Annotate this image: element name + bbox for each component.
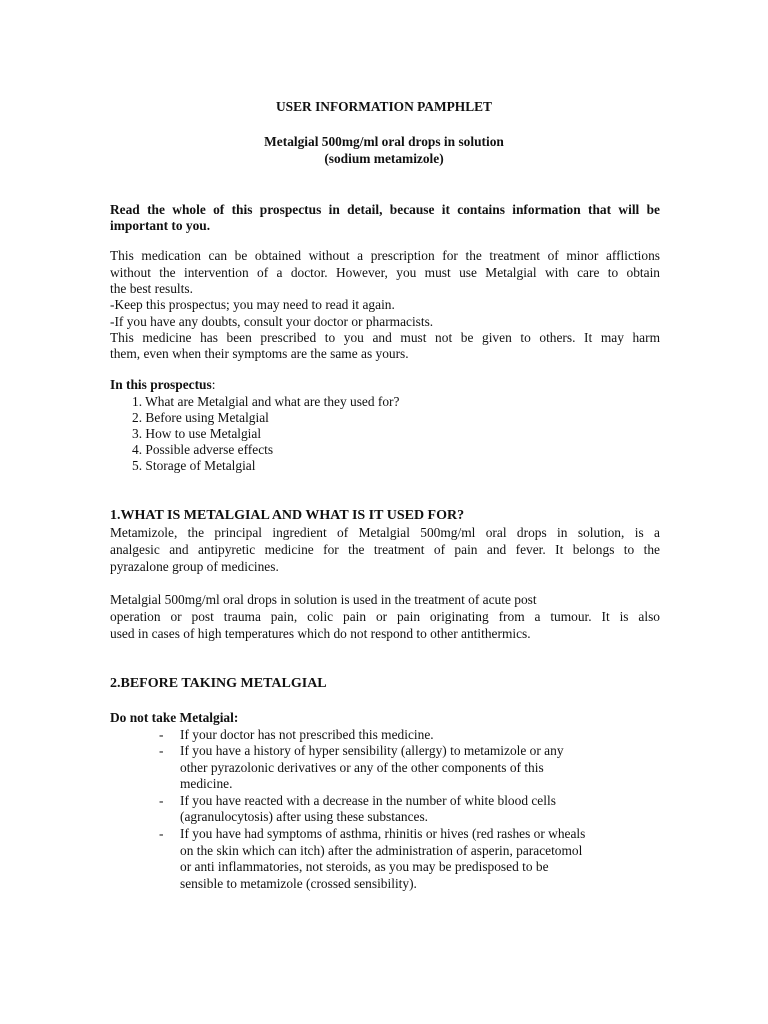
section-2-heading: 2.BEFORE TAKING METALGIAL (110, 676, 327, 691)
contraindication-3-line-2: (agranulocytosis) after using these substances. (180, 809, 429, 824)
section-1-p1-line-2: analgesic and antipyretic medicine for the treatment of pain and fever. It belongs to the (110, 542, 660, 557)
contraindication-1-line-1: If your doctor has not prescribed this medicine. (180, 727, 434, 742)
contraindication-2-line-1: If you have a history of hyper sensibility (allergy) to metamizole or any (180, 743, 564, 758)
contraindication-4-line-4: sensible to metamizole (crossed sensibility). (180, 876, 417, 891)
section-1-p2-line-3: used in cases of high temperatures which do not respond to other antithermics. (110, 626, 531, 641)
keep-prospectus-note: -Keep this prospectus; you may need to read it again. (110, 297, 395, 312)
toc-item-number: 5. (132, 458, 143, 473)
toc-item-number: 3. (132, 426, 143, 441)
document-title: USER INFORMATION PAMPHLET (276, 99, 492, 114)
contraindication-3-line-1: If you have reacted with a decrease in the number of white blood cells (180, 793, 556, 808)
toc-item-number: 1. (132, 394, 143, 409)
toc-item-number: 2. (132, 410, 143, 425)
bullet-dash: - (159, 743, 164, 758)
section-1-p2-line-2: operation or post trauma pain, colic pain or pain originating from a tumour. It is also (110, 609, 660, 624)
read-warning-line-2: important to you. (110, 218, 211, 233)
toc-item (132, 426, 682, 442)
section-1-p1-line-1: Metamizole, the principal ingredient of Metalgial 500mg/ml oral drops in solution, is a (110, 525, 660, 540)
intro-paragraph-line-1: This medication can be obtained without a prescription for the treatment of minor afflictions (110, 248, 660, 263)
read-warning-line-1: Read the whole of this prospectus in detail, because it contains information that will be (110, 202, 660, 217)
bullet-dash: - (159, 793, 164, 808)
toc-item-text: Possible adverse effects (145, 442, 274, 457)
toc-item-text: How to use Metalgial (145, 426, 262, 441)
do-not-take-heading: Do not take Metalgial: (110, 710, 239, 725)
contraindication-2-line-2: other pyrazolonic derivatives or any of the other components of this (180, 760, 544, 775)
toc-item-text: What are Metalgial and what are they used for? (145, 394, 400, 409)
bullet-dash: - (159, 727, 164, 742)
toc-item (132, 442, 682, 458)
contraindication-4-line-2: on the skin which can itch) after the administration of asperin, paracetomol (180, 843, 583, 858)
toc-item-number: 4. (132, 442, 143, 457)
prescribed-note-line-2: them, even when their symptoms are the same as yours. (110, 346, 409, 361)
contraindication-4-line-1: If you have had symptoms of asthma, rhinitis or hives (red rashes or wheals (180, 826, 586, 841)
toc-heading-text: In this prospectus (110, 377, 212, 392)
section-1-p2-line-1: Metalgial 500mg/ml oral drops in solution is used in the treatment of acute post (110, 592, 537, 607)
intro-paragraph-line-3: the best results. (110, 281, 193, 296)
toc-item (132, 458, 682, 474)
contraindication-4-line-3: or anti inflammatories, not steroids, as you may be predisposed to be (180, 859, 549, 874)
bullet-dash: - (159, 826, 164, 841)
toc-heading-colon: : (211, 377, 216, 392)
toc-item-text: Before using Metalgial (145, 410, 269, 425)
doubts-note: -If you have any doubts, consult your doctor or pharmacists. (110, 314, 434, 329)
section-1-p1-line-3: pyrazalone group of medicines. (110, 559, 279, 574)
active-substance: (sodium metamizole) (324, 151, 444, 166)
intro-paragraph-line-2: without the intervention of a doctor. However, you must use Metalgial with care to obtain (110, 265, 660, 280)
contraindication-2-line-3: medicine. (180, 776, 233, 791)
prescribed-note-line-1: This medicine has been prescribed to you and must not be given to others. It may harm (110, 330, 660, 345)
toc-item-text: Storage of Metalgial (145, 458, 256, 473)
product-name: Metalgial 500mg/ml oral drops in solution (264, 134, 504, 149)
toc-item (132, 394, 682, 410)
section-1-heading: 1.WHAT IS METALGIAL AND WHAT IS IT USED FOR? (110, 508, 465, 523)
toc-heading (110, 377, 660, 393)
toc-item (132, 410, 682, 426)
